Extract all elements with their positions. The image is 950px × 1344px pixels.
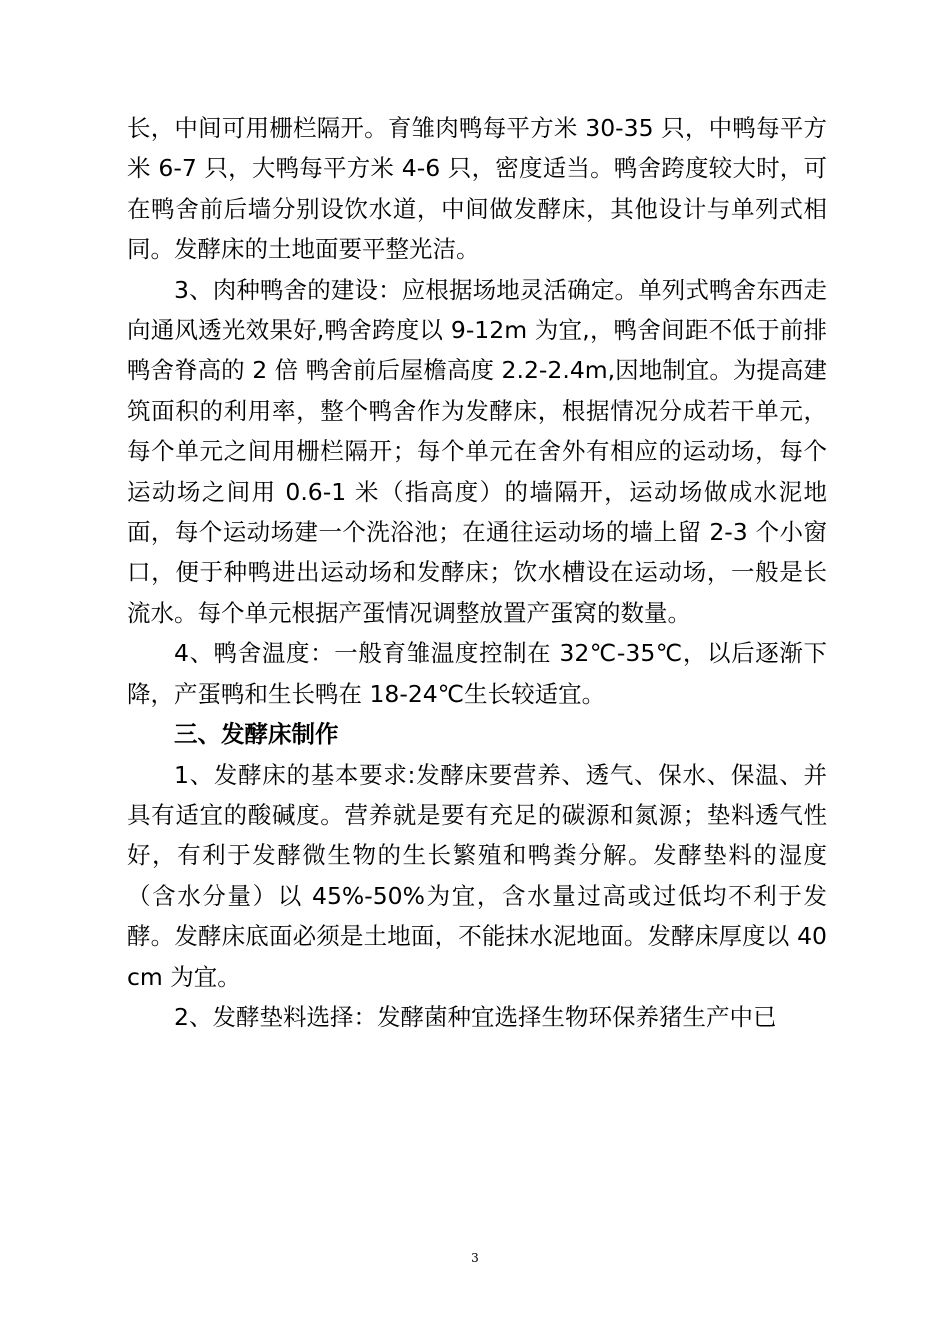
paragraph: 4、鸭舍温度：一般育雏温度控制在 32℃-35℃，以后逐渐下降，产蛋鸭和生长鸭在 18-24℃生长较适宜。 <box>127 639 827 708</box>
document-body <box>127 108 827 1037</box>
paragraph: 2、发酵垫料选择：发酵菌种宜选择生物环保养猪生产中已 <box>174 1002 777 1031</box>
page-number: 3 <box>471 1251 479 1265</box>
section-heading: 三、发酵床制作 <box>174 720 339 749</box>
paragraph: 3、肉种鸭舍的建设：应根据场地灵活确定。单列式鸭舍东西走向通风透光效果好,鸭舍跨度以 9-12m 为宜,，鸭舍间距不低于前排鸭舍脊高的 2 倍 鸭舍前后屋檐高度 2.2-2.4m,因地制宜。为提高建筑面积的利用率，整个鸭舍作为发酵床，根据情况分成若干单元，每个单元之间用栅栏隔开；每个单元在舍外有相应的运动场，每个运动场之间用 0.6-1 米（指高度）的墙隔开，运动场做成水泥地面，每个运动场建一个洗浴池；在通往运动场的墙上留 2-3 个小窗口，便于种鸭进出运动场和发酵床；饮水槽设在运动场，一般是长流水。每个单元根据产蛋情况调整放置产蛋窝的数量。 <box>127 275 827 627</box>
paragraph: 1、发酵床的基本要求:发酵床要营养、透气、保水、保温、并具有适宜的酸碱度。营养就是要有充足的碳源和氮源；垫料透气性好，有利于发酵微生物的生长繁殖和鸭粪分解。发酵垫料的湿度（含水分量）以 45%-50%为宜，含水量过高或过低均不利于发酵。发酵床底面必须是土地面，不能抹水泥地面。发酵床厚度以 40cm 为宜。 <box>127 760 827 991</box>
paragraph: 长，中间可用栅栏隔开。育雏肉鸭每平方米 30-35 只，中鸭每平方米 6-7 只，大鸭每平方米 4-6 只，密度适当。鸭舍跨度较大时，可在鸭舍前后墙分别设饮水道，中间做发酵床，其他设计与单列式相同。发酵床的土地面要平整光洁。 <box>127 114 827 264</box>
